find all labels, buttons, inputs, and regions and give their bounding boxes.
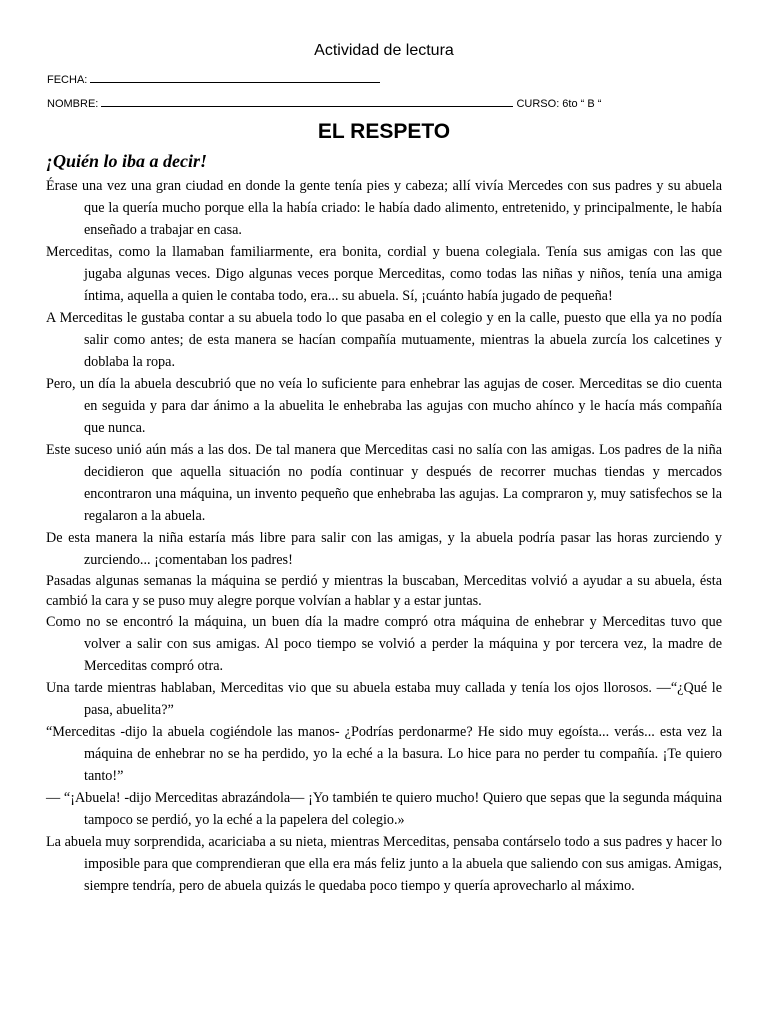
nombre-blank-line[interactable] [101, 96, 513, 107]
story-paragraph: Como no se encontró la máquina, un buen día la madre compró otra máquina de enhebrar y Merceditas tuvo que volver a salir con sus amigas. Al poco tiempo se volvió a perder la máquina y por tercera vez, la madre de Merceditas compró otra. [46, 614, 722, 674]
story-subtitle: ¡Quién lo iba a decir! [46, 151, 208, 171]
fecha-label: FECHA: [47, 74, 88, 86]
story-paragraph: La abuela muy sorprendida, acariciaba a su nieta, mientras Merceditas, pensaba contárselo todo a sus padres y hacer lo imposible para que comprendieran que ella era más feliz junto a la abuela que saliendo con sus amigas. Amigas, siempre tendría, pero de abuela quizás le quedaba poco tiempo y quería aprovecharlo al máximo. [46, 834, 722, 894]
story-paragraph: A Merceditas le gustaba contar a su abuela todo lo que pasaba en el colegio y en la calle, puesto que ella ya no podía salir como antes; de esta manera se hacían compañía mutuamente, mientras la abuela zurcía los calcetines y doblaba la ropa. [46, 310, 722, 370]
activity-title: Actividad de lectura [314, 42, 454, 59]
story-paragraph: Una tarde mientras hablaban, Merceditas vio que su abuela estaba muy callada y tenía los ojos llorosos. —“¿Qué le pasa, abuelita?” [46, 680, 722, 718]
nombre-label: NOMBRE: [47, 98, 99, 110]
story-paragraph: De esta manera la niña estaría más libre para salir con las amigas, y la abuela podría pasar las horas zurciendo y zurciendo... ¡comentaban los padres! [46, 530, 722, 568]
story-body [46, 175, 722, 897]
story-paragraph: Pero, un día la abuela descubrió que no veía lo suficiente para enhebrar las agujas de coser. Merceditas se dio cuenta en seguida y para dar ánimo a la abuelita le enhebraba las agujas con mucho ahínco y le hacía más compañía que nunca. [46, 376, 722, 436]
curso-label: CURSO: 6to “ B “ [516, 98, 602, 110]
story-paragraph: Este suceso unió aún más a las dos. De tal manera que Merceditas casi no salía con las amigas. Los padres de la niña decidieron que aquella situación no podía continuar y después de recorrer muchas tiendas y mercados encontraron una máquina, un invento pequeño que enhebraba las agujas. La compraron y, muy satisfechos se la regalaron a la abuela. [46, 442, 722, 524]
nombre-field [47, 96, 601, 110]
story-title: EL RESPETO [317, 120, 451, 143]
story-paragraph: — “¡Abuela! -dijo Merceditas abrazándola— ¡Yo también te quiero mucho! Quiero que sepas que la segunda máquina tampoco se perdió, yo la eché a la papelera del colegio.» [46, 790, 722, 828]
story-paragraph: Pasadas algunas semanas la máquina se perdió y mientras la buscaban, Merceditas volvió a ayudar a su abuela, ésta cambió la cara y se puso muy alegre porque volvían a hablar y a estar juntas. [46, 573, 722, 609]
story-paragraph: Érase una vez una gran ciudad en donde la gente tenía pies y cabeza; allí vivía Mercedes con sus padres y su abuela que la quería mucho porque ella la había criado: le había dado alimento, entretenido, y principalmente, le había enseñado a trabajar en casa. [46, 178, 722, 238]
story-paragraph: Merceditas, como la llamaban familiarmente, era bonita, cordial y buena colegiala. Tenía sus amigas con las que jugaba algunas veces. Digo algunas veces porque Merceditas, como todas las niñas y niños, tenía una amiga íntima, aquella a quien le contaba todo, era... su abuela. Sí, ¡cuánto había jugado de pequeña! [46, 244, 722, 304]
fecha-blank-line[interactable] [90, 72, 380, 83]
fecha-field [47, 72, 380, 86]
story-paragraph: “Merceditas -dijo la abuela cogiéndole las manos- ¿Podrías perdonarme? He sido muy egoísta... verás... esta vez la máquina de enhebrar no se ha perdido, yo la eché a la basura. Lo hice para no perder tu compañía. ¡Te quiero tanto!” [46, 724, 722, 784]
